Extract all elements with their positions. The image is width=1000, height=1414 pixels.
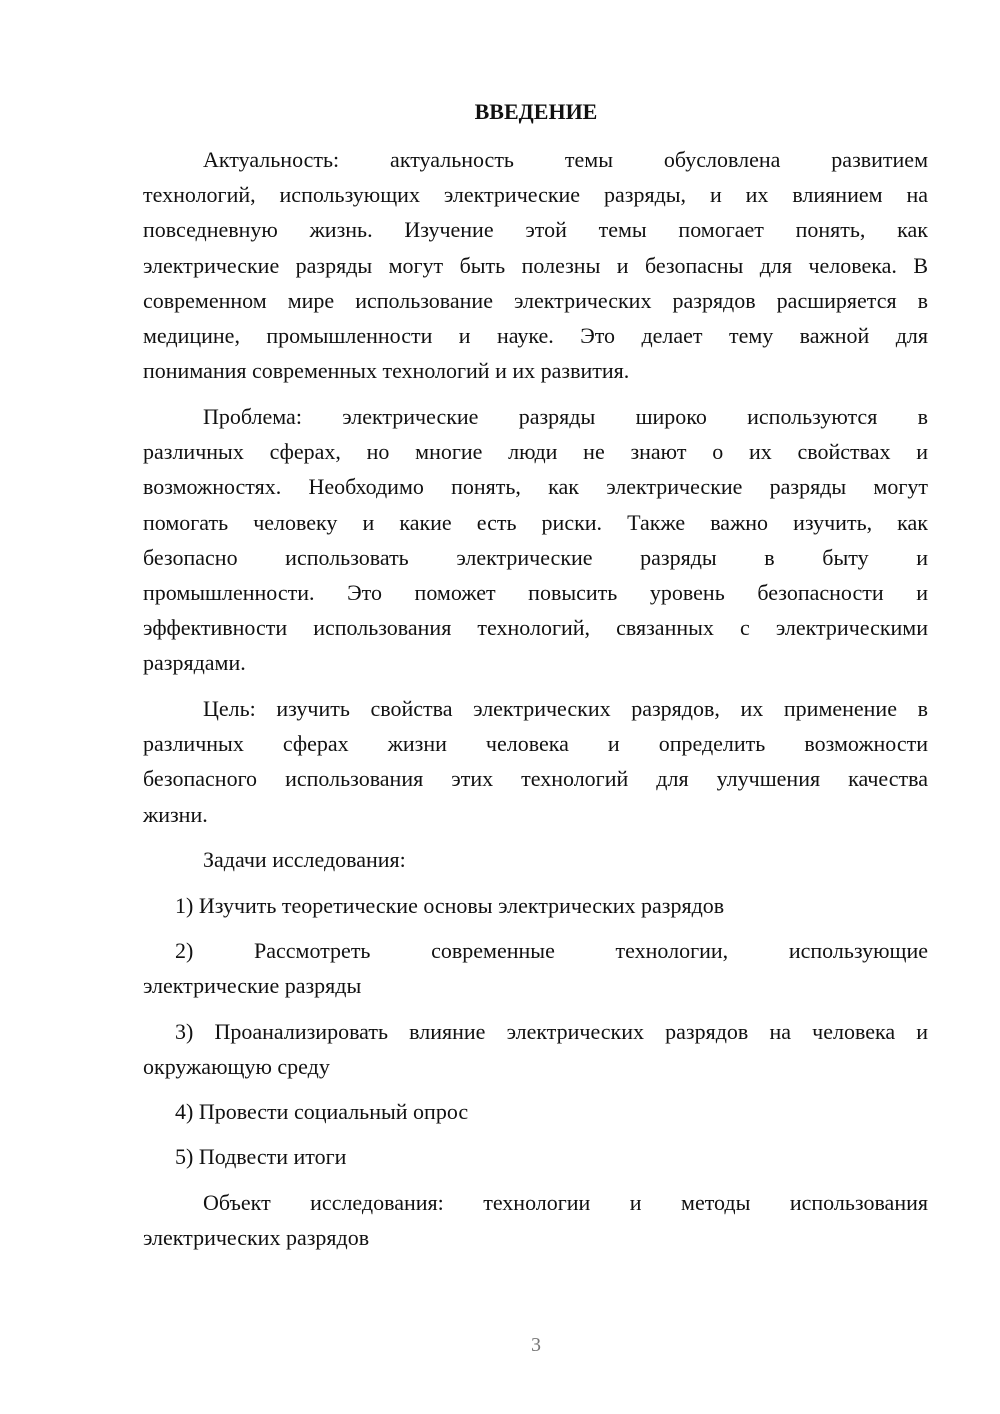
text-line: разрядами. — [143, 650, 246, 676]
task-item — [143, 888, 928, 923]
text-line: электрических разрядов — [143, 1225, 370, 1251]
text-line: 4) Провести социальный опрос — [175, 1099, 469, 1124]
text-line: 1) Изучить теоретические основы электрических разрядов — [175, 893, 725, 918]
text-line: электрические разряды — [143, 973, 362, 999]
paragraph-relevance — [143, 142, 928, 388]
text-line: Цель: изучить свойства электрических разрядов, их применение в — [203, 696, 928, 721]
text-line: 2) Рассмотреть современные технологии, использующие — [175, 938, 928, 963]
page-title: ВВЕДЕНИЕ — [474, 99, 598, 124]
text-line: Актуальность: актуальность темы обусловлена развитием — [203, 147, 928, 172]
text-line: 5) Подвести итоги — [175, 1144, 347, 1169]
text-line: различных сферах, но многие люди не знают о их свойствах и — [143, 439, 928, 465]
tasks-heading — [143, 842, 928, 877]
text-line: окружающую среду — [143, 1054, 330, 1080]
text-line: безопасно использовать электрические разряды в быту и — [143, 544, 928, 570]
task-item — [143, 933, 928, 1003]
text-line: жизни. — [143, 801, 208, 827]
text-line: безопасного использования этих технологий для улучшения качества — [143, 766, 928, 792]
text-line: технологий, использующих электрические разряды, и их влиянием на — [143, 182, 928, 208]
task-item — [143, 1094, 928, 1129]
text-line: 3) Проанализировать влияние электрических разрядов на человека и — [175, 1019, 928, 1044]
text-line: возможностях. Необходимо понять, как электрические разряды могут — [143, 474, 928, 500]
task-item — [143, 1014, 928, 1084]
text-line: понимания современных технологий и их развития. — [143, 358, 630, 384]
text-line: Объект исследования: технологии и методы использования — [203, 1190, 928, 1215]
text-line: повседневную жизнь. Изучение этой темы помогает понять, как — [143, 217, 928, 243]
paragraph-goal — [143, 691, 928, 832]
paragraph-problem — [143, 399, 928, 681]
text-line: Проблема: электрические разряды широко используются в — [203, 404, 928, 429]
text-line: современном мире использование электрических разрядов расширяется в — [143, 287, 928, 313]
text-line: электрические разряды могут быть полезны и безопасны для человека. В — [143, 252, 928, 278]
text-line: Задачи исследования: — [203, 847, 406, 872]
paragraph-object — [143, 1185, 928, 1255]
text-line: различных сферах жизни человека и определить возможности — [143, 731, 928, 757]
task-item — [143, 1139, 928, 1174]
text-line: медицине, промышленности и науке. Это делает тему важной для — [143, 322, 928, 348]
page-number: 3 — [531, 1334, 541, 1356]
text-line: помогать человеку и какие есть риски. Также важно изучить, как — [143, 509, 928, 535]
text-line: эффективности использования технологий, связанных с электрическими — [143, 615, 928, 641]
text-line: промышленности. Это поможет повысить уровень безопасности и — [143, 579, 928, 605]
